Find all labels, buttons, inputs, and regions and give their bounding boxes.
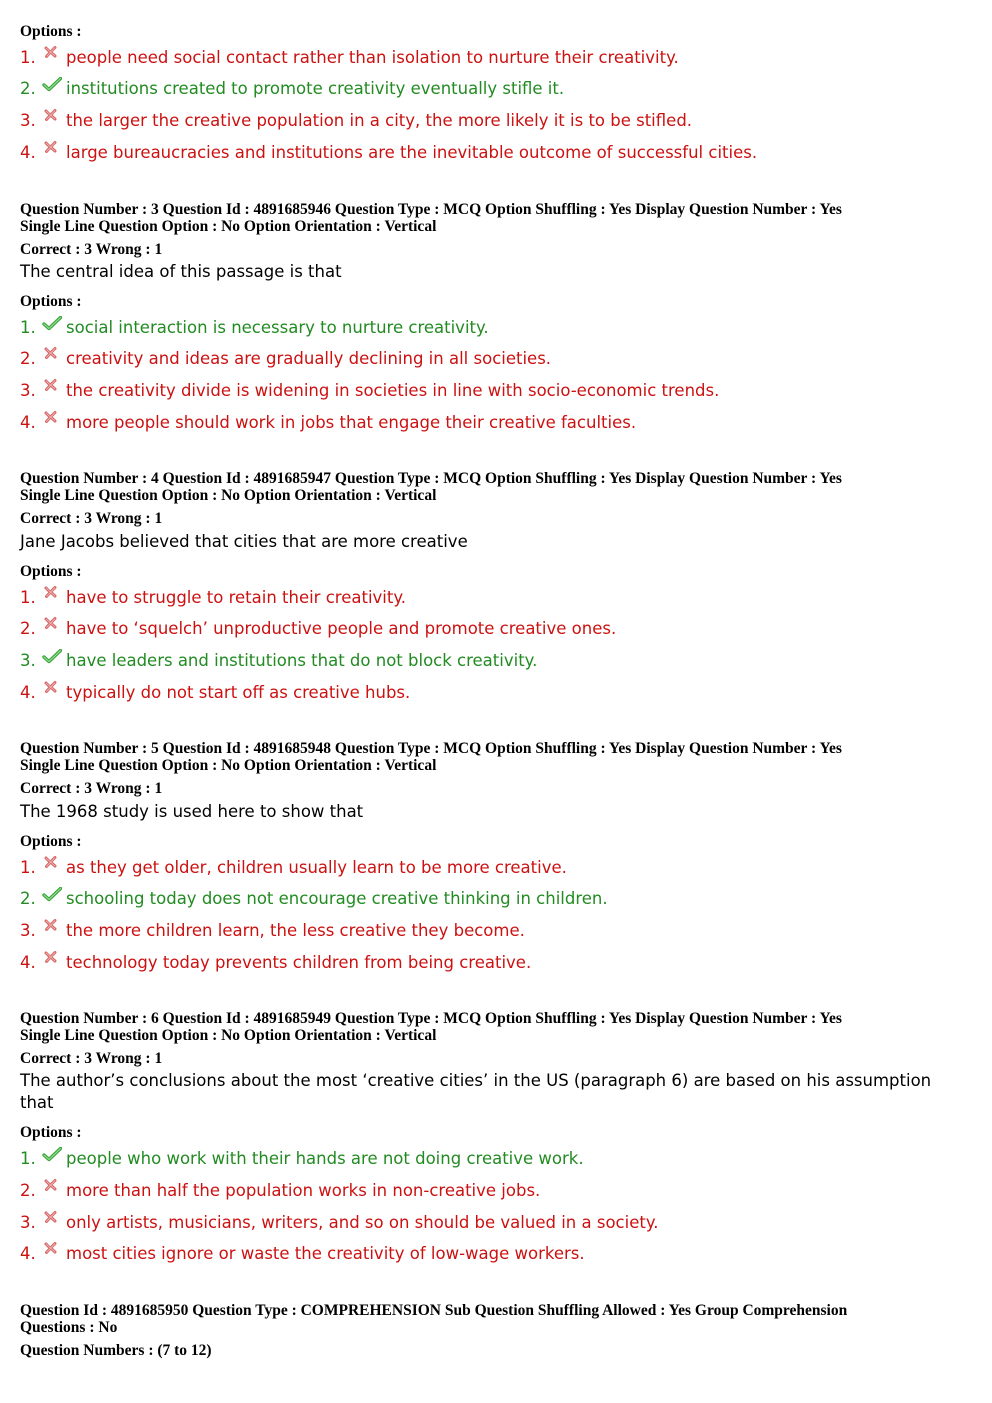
wrong-cross-icon [42,46,66,70]
q4-option-1 [20,586,406,610]
q5-option-3 [20,919,525,943]
wrong-cross-icon [42,411,66,435]
option-number: 2. [20,349,36,368]
q6-stem: The author’s conclusions about the most ‘creative cities’ in the US (paragraph 6) are based on his assumption that [20,1071,932,1112]
wrong-cross-icon [42,141,66,165]
option-text: large bureaucracies and institutions are the inevitable outcome of successful cities. [66,143,758,162]
wrong-cross-icon [42,919,66,943]
q5-correct-wrong: Correct : 3 Wrong : 1 [20,780,163,797]
q2-option-2 [20,77,564,101]
option-text: have leaders and institutions that do not block creativity. [66,651,538,670]
option-number: 3. [20,381,36,400]
option-text: institutions created to promote creativity eventually stifle it. [66,79,565,98]
option-number: 1. [20,48,36,67]
comprehension-question-numbers: Question Numbers : (7 to 12) [20,1342,212,1359]
q6-option-2 [20,1179,540,1203]
q5-meta-line1: Question Number : 5 Question Id : 4891685948 Question Type : MCQ Option Shuffling : Yes Display Question Number : Yes [20,740,842,757]
q5-options-heading: Options : [20,833,82,850]
q4-correct-wrong: Correct : 3 Wrong : 1 [20,510,163,527]
q4-meta [20,470,960,504]
option-text: have to ‘squelch’ unproductive people and promote creative ones. [66,619,617,638]
option-text: most cities ignore or waste the creativity of low-wage workers. [66,1244,585,1263]
q6-options-heading: Options : [20,1124,82,1141]
q6-option-3 [20,1211,658,1235]
option-number: 3. [20,111,36,130]
q4-meta-line1: Question Number : 4 Question Id : 4891685947 Question Type : MCQ Option Shuffling : Yes Display Question Number : Yes [20,470,842,487]
option-number: 2. [20,889,36,908]
option-number: 1. [20,858,36,877]
option-number: 3. [20,651,36,670]
option-text: as they get older, children usually learn to be more creative. [66,858,567,877]
q6-meta-line1: Question Number : 6 Question Id : 4891685949 Question Type : MCQ Option Shuffling : Yes Display Question Number : Yes [20,1010,842,1027]
option-number: 4. [20,683,36,702]
q4-meta-line2: Single Line Question Option : No Option Orientation : Vertical [20,487,437,504]
q5-option-1 [20,856,567,880]
q3-stem: The central idea of this passage is that [20,262,342,281]
correct-tick-icon [42,887,66,911]
option-number: 4. [20,1244,36,1263]
wrong-cross-icon [42,951,66,975]
q3-meta-line2: Single Line Question Option : No Option Orientation : Vertical [20,218,437,235]
q2-option-3 [20,109,692,133]
q4-option-4 [20,681,410,705]
q5-option-4 [20,951,531,975]
option-text: social interaction is necessary to nurture creativity. [66,318,489,337]
option-number: 3. [20,921,36,940]
correct-tick-icon [42,649,66,673]
option-number: 2. [20,79,36,98]
q5-option-2 [20,887,608,911]
option-number: 2. [20,1181,36,1200]
q3-option-4 [20,411,636,435]
wrong-cross-icon [42,1179,66,1203]
q3-options-heading: Options : [20,293,82,310]
wrong-cross-icon [42,856,66,880]
q2-option-4 [20,141,757,165]
q6-meta [20,1010,960,1044]
wrong-cross-icon [42,347,66,371]
option-text: the more children learn, the less creative they become. [66,921,525,940]
q4-option-3 [20,649,537,673]
option-text: more than half the population works in non-creative jobs. [66,1181,541,1200]
wrong-cross-icon [42,586,66,610]
option-number: 4. [20,413,36,432]
comprehension-meta-line1: Question Id : 4891685950 Question Type : COMPREHENSION Sub Question Shuffling Allowed : Yes Group Comprehension [20,1302,848,1319]
correct-tick-icon [42,1147,66,1171]
comprehension-meta [20,1302,960,1336]
option-number: 2. [20,619,36,638]
option-text: have to struggle to retain their creativity. [66,588,406,607]
options-heading: Options : [20,23,82,40]
option-number: 4. [20,143,36,162]
wrong-cross-icon [42,681,66,705]
wrong-cross-icon [42,1211,66,1235]
wrong-cross-icon [42,109,66,133]
option-number: 1. [20,588,36,607]
q3-meta-line1: Question Number : 3 Question Id : 4891685946 Question Type : MCQ Option Shuffling : Yes Display Question Number : Yes [20,201,842,218]
correct-tick-icon [42,316,66,340]
q2-option-1 [20,46,679,70]
q4-option-2 [20,617,616,641]
wrong-cross-icon [42,617,66,641]
q4-stem: Jane Jacobs believed that cities that are more creative [20,532,468,551]
comprehension-meta-line2: Questions : No [20,1319,118,1336]
q3-option-3 [20,379,719,403]
option-number: 4. [20,953,36,972]
q3-option-1 [20,316,489,340]
q6-meta-line2: Single Line Question Option : No Option Orientation : Vertical [20,1027,437,1044]
option-text: more people should work in jobs that engage their creative faculties. [66,413,637,432]
q6-option-4 [20,1242,585,1266]
option-text: people who work with their hands are not doing creative work. [66,1149,584,1168]
option-text: people need social contact rather than isolation to nurture their creativity. [66,48,679,67]
option-text: typically do not start off as creative hubs. [66,683,411,702]
wrong-cross-icon [42,1242,66,1266]
q5-meta-line2: Single Line Question Option : No Option Orientation : Vertical [20,757,437,774]
q3-meta [20,201,960,235]
q4-options-heading: Options : [20,563,82,580]
option-text: the creativity divide is widening in societies in line with socio-economic trends. [66,381,720,400]
q6-option-1 [20,1147,584,1171]
wrong-cross-icon [42,379,66,403]
option-number: 1. [20,1149,36,1168]
option-text: only artists, musicians, writers, and so on should be valued in a society. [66,1213,659,1232]
option-number: 3. [20,1213,36,1232]
option-text: the larger the creative population in a city, the more likely it is to be stifled. [66,111,693,130]
correct-tick-icon [42,77,66,101]
option-text: creativity and ideas are gradually declining in all societies. [66,349,552,368]
q3-option-2 [20,347,551,371]
q5-meta [20,740,960,774]
q5-stem: The 1968 study is used here to show that [20,802,364,821]
option-number: 1. [20,318,36,337]
q6-correct-wrong: Correct : 3 Wrong : 1 [20,1050,163,1067]
option-text: schooling today does not encourage creative thinking in children. [66,889,608,908]
q3-correct-wrong: Correct : 3 Wrong : 1 [20,241,163,258]
option-text: technology today prevents children from being creative. [66,953,532,972]
